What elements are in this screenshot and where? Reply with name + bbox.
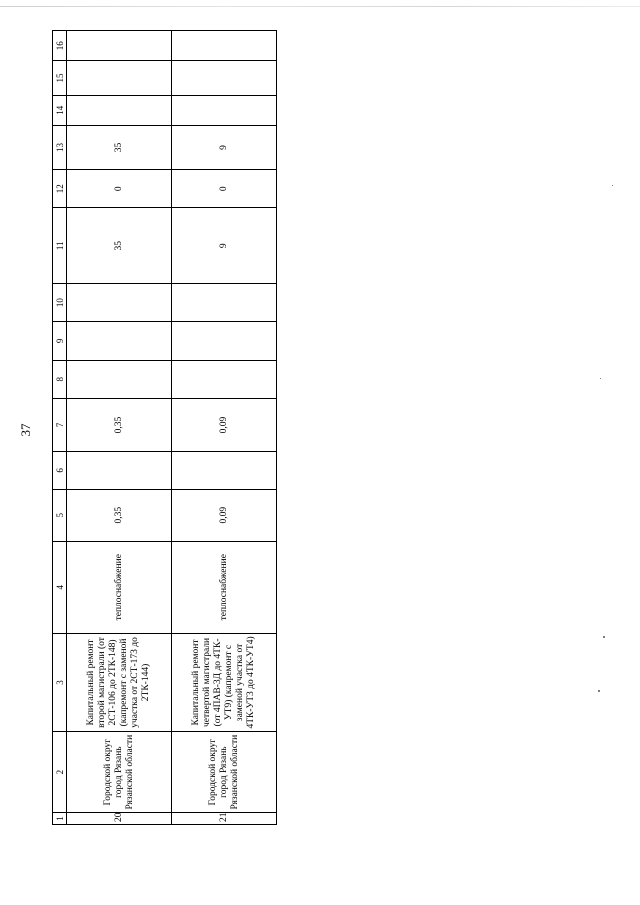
value-cell-6 [172,452,277,489]
rotated-table-container [52,30,277,825]
value-cell-8 [172,360,277,398]
description-cell: Капитальный ремонт четвертой магистрали (от 4ПАВ-3Д до 4ТК-УТ9) (капремонт с заменой участка от 4ТК-УТ3 до 4ТК-УТ4) [172,633,277,732]
scan-speck [600,378,601,379]
column-number: 5 [53,489,67,541]
value-cell-5: 0,35 [67,489,172,541]
type-cell: теплоснабжение [67,541,172,633]
row-number: 20 [67,812,172,824]
column-number: 4 [53,541,67,633]
value-cell-11: 35 [67,208,172,284]
column-number: 14 [53,95,67,125]
municipality-cell: Городской округ город Рязань Рязанской области [172,732,277,813]
column-number: 9 [53,322,67,360]
column-number: 6 [53,452,67,489]
value-cell-9 [67,322,172,360]
scan-speck [598,690,600,692]
value-cell-15 [67,61,172,95]
column-number-row [53,31,67,825]
scan-speck [603,636,605,638]
column-number: 2 [53,732,67,813]
value-cell-5: 0,09 [172,489,277,541]
row-number: 21 [172,812,277,824]
type-cell: теплоснабжение [172,541,277,633]
table-row [172,31,277,825]
value-cell-9 [172,322,277,360]
value-cell-7: 0,09 [172,398,277,451]
value-cell-16 [67,31,172,61]
scan-speck [612,185,613,186]
value-cell-13: 9 [172,125,277,169]
data-table [52,30,277,825]
table-row [67,31,172,825]
value-cell-16 [172,31,277,61]
value-cell-8 [67,360,172,398]
column-number: 15 [53,61,67,95]
column-number: 3 [53,633,67,732]
column-number: 7 [53,398,67,451]
scan-edge-line [0,6,640,7]
description-cell: Капитальный ремонт второй магистрали (от 2СТ-106 до 2ТК-148) (капремонт с заменой участка от 2СТ-173 до 2ТК-144) [67,633,172,732]
page-number: 37 [18,423,33,437]
municipality-cell: Городской округ город Рязань Рязанской области [67,732,172,813]
value-cell-10 [67,284,172,322]
value-cell-7: 0,35 [67,398,172,451]
value-cell-13: 35 [67,125,172,169]
value-cell-12: 0 [67,170,172,208]
column-number: 11 [53,208,67,284]
column-number: 8 [53,360,67,398]
value-cell-14 [67,95,172,125]
value-cell-15 [172,61,277,95]
value-cell-11: 9 [172,208,277,284]
column-number: 12 [53,170,67,208]
column-number: 16 [53,31,67,61]
value-cell-10 [172,284,277,322]
column-number: 1 [53,812,67,824]
value-cell-6 [67,452,172,489]
column-number: 10 [53,284,67,322]
value-cell-14 [172,95,277,125]
column-number: 13 [53,125,67,169]
value-cell-12: 0 [172,170,277,208]
